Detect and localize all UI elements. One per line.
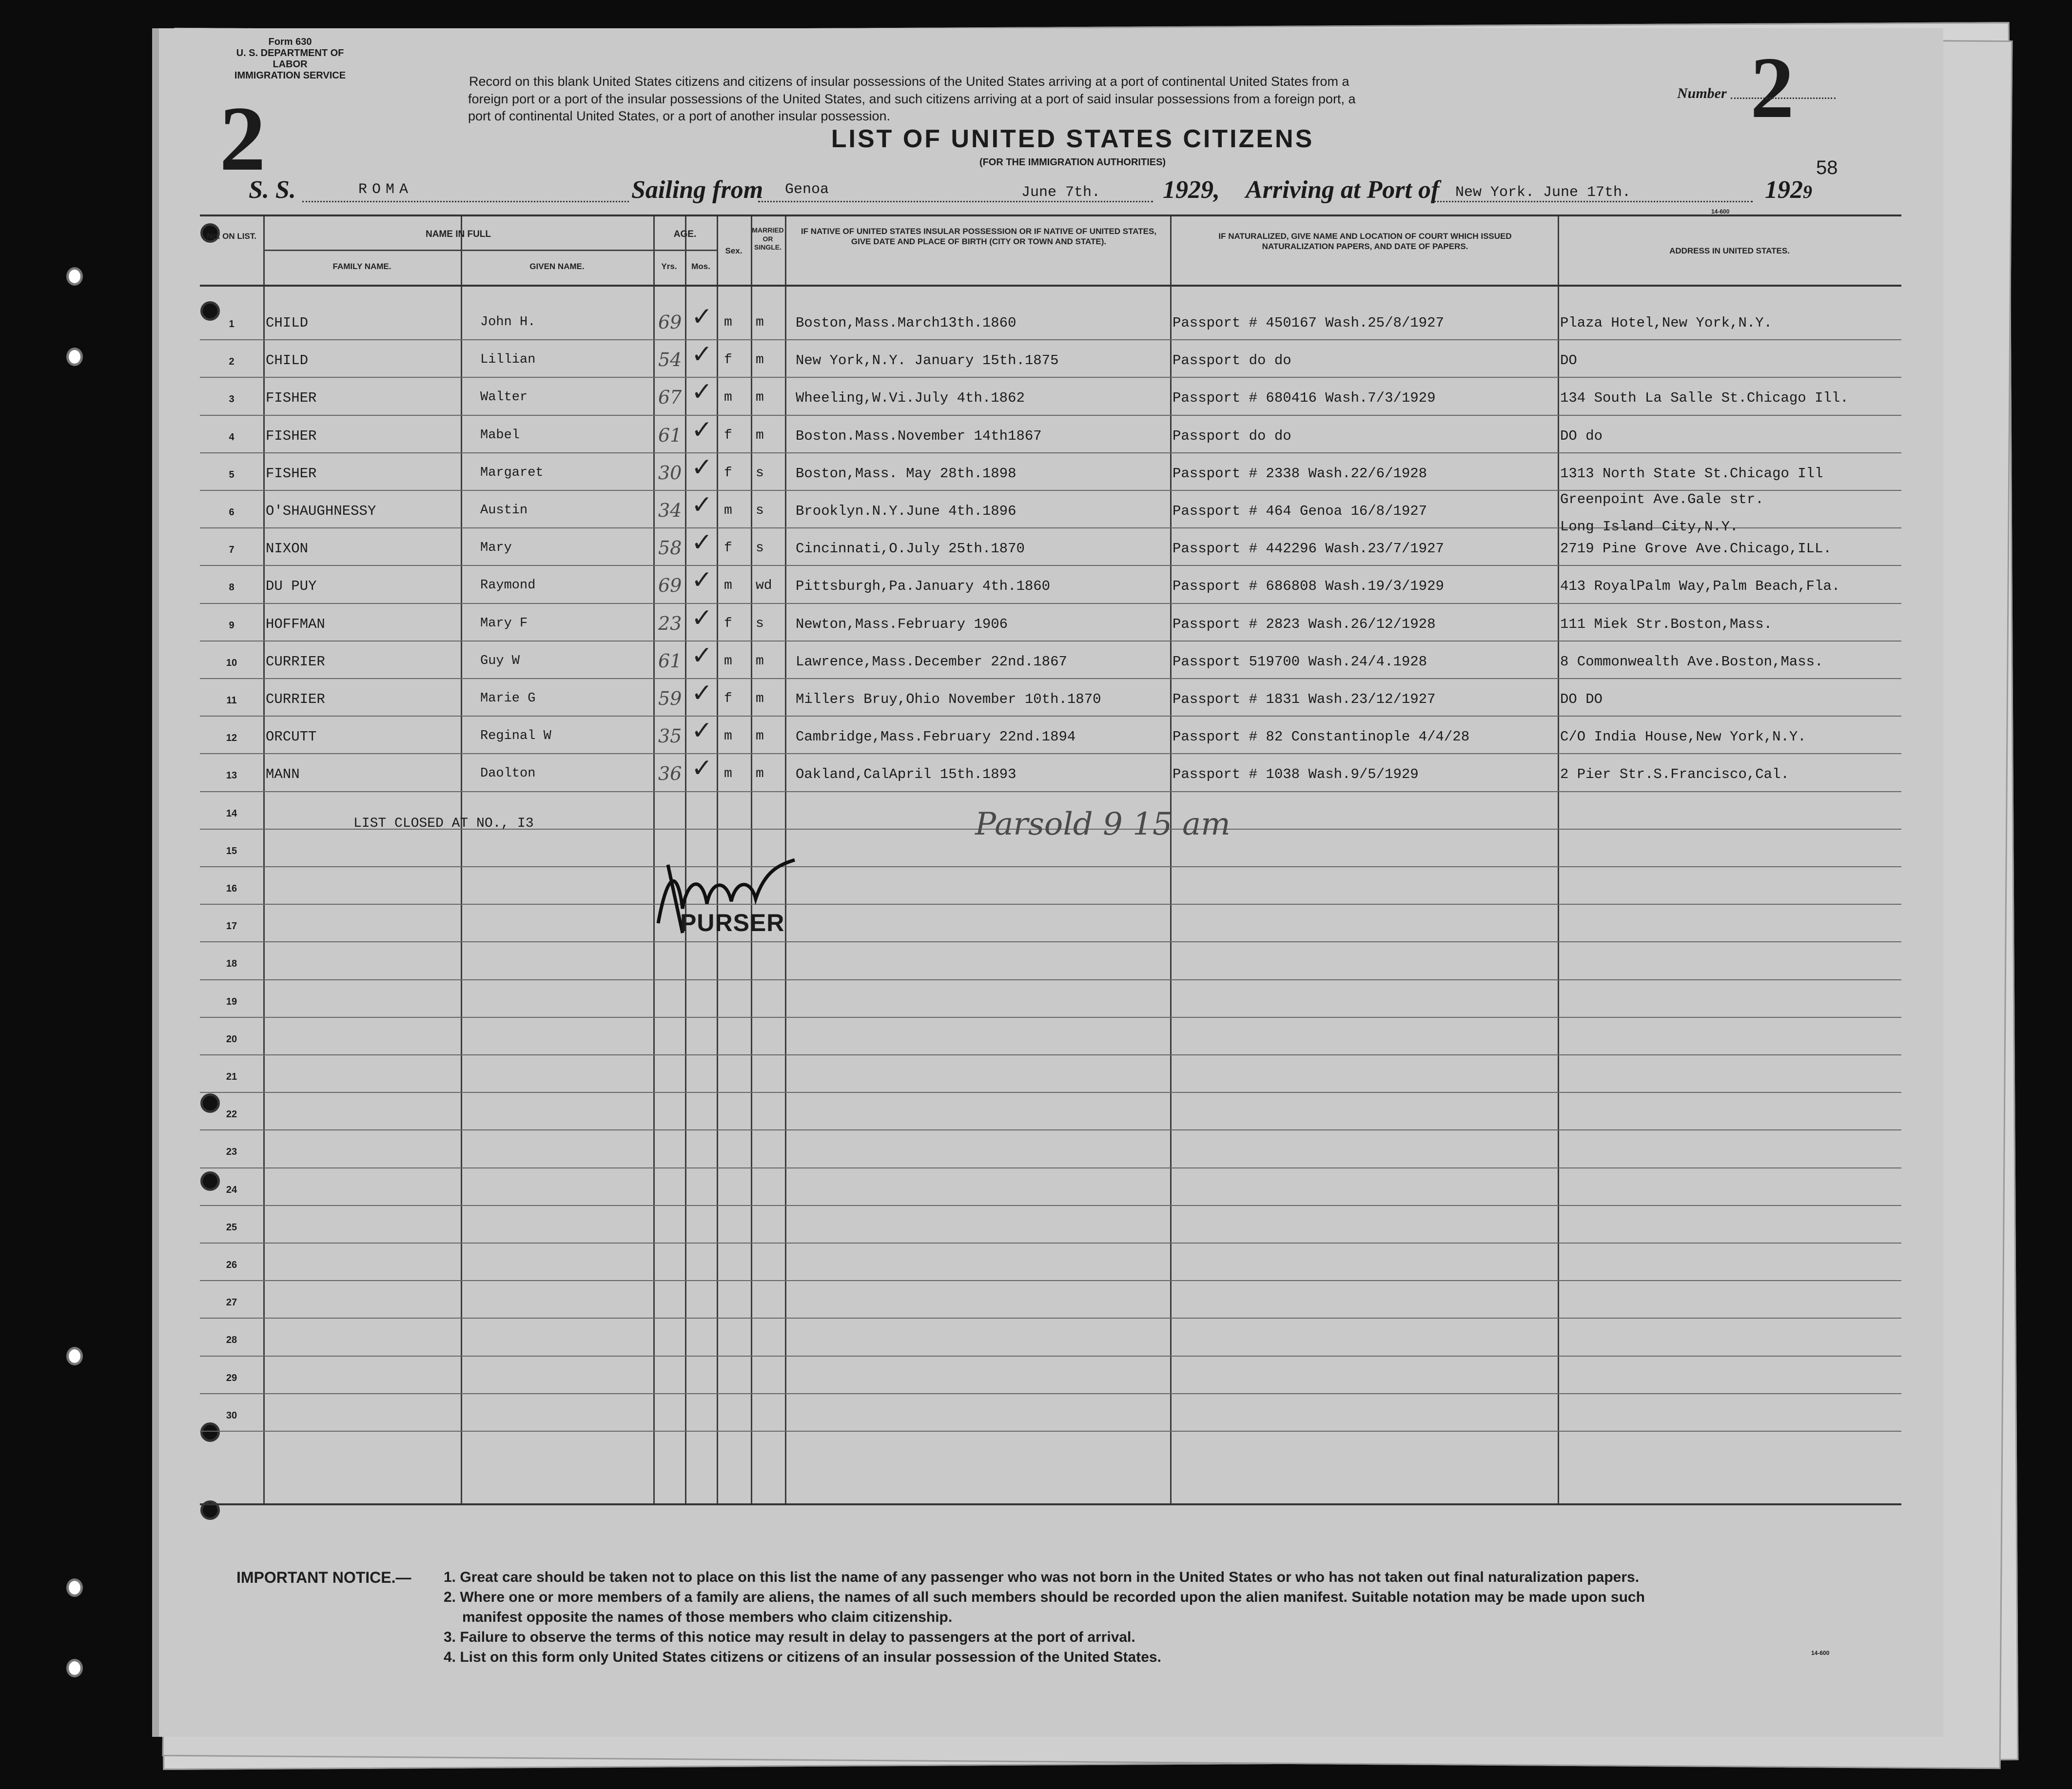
cell-family-name: FISHER [266, 465, 317, 482]
sheet-number: 58 [1816, 157, 1838, 178]
cell-family-name: CHILD [266, 352, 309, 369]
binder-hole [66, 1578, 83, 1597]
cell-age: 61 [658, 424, 682, 446]
ship-underline [302, 201, 629, 202]
record-line: foreign port or a port of the insular possessions of the United States, and such citizens arriving at a port of said insular possessions from a foreign port, a [468, 91, 1356, 106]
page-subtitle: (FOR THE IMMIGRATION AUTHORITIES) [979, 157, 1166, 168]
notice-heading: IMPORTANT NOTICE.— [236, 1569, 411, 1586]
cell-naturalization: Passport # 1038 Wash.9/5/1929 [1173, 766, 1419, 783]
notice-code: 14-600 [1811, 1650, 1830, 1656]
header-family-name: FAMILY NAME. [332, 262, 391, 271]
arrival-year [1765, 175, 1812, 204]
cell-naturalization: Passport # 82 Constantinople 4/4/28 [1173, 729, 1470, 745]
cell-birth: Oakland,CalApril 15th.1893 [796, 766, 1016, 783]
department-name: U. S. DEPARTMENT OF LABOR [236, 48, 344, 70]
cell-sex: m [724, 315, 732, 330]
notice-item: manifest opposite the names of those members who claim citizenship. [462, 1609, 953, 1626]
sailing-port: Genoa [785, 181, 829, 198]
header-married: MARRIED OR SINGLE. [752, 226, 784, 251]
cell-marital-status: s [756, 616, 764, 631]
cell-sex: m [724, 390, 732, 406]
row-number: 16 [226, 883, 237, 894]
cell-age: 54 [658, 349, 682, 371]
cell-naturalization: Passport do do [1173, 428, 1291, 444]
cell-address: 134 South La Salle St.Chicago Ill. [1560, 390, 1849, 407]
record-line: Record on this blank United States citizens and citizens of insular possessions of the United States arriving at a port of continental United States from a [469, 74, 1349, 89]
row-rule [200, 1167, 1901, 1168]
row-number: 12 [226, 733, 237, 744]
check-mark-icon: ✓ [691, 302, 713, 331]
row-number: 4 [229, 431, 235, 443]
row-rule [200, 1431, 1901, 1432]
cell-naturalization: Passport # 686808 Wash.19/3/1929 [1173, 578, 1444, 595]
ship-name: ROMA [358, 181, 413, 198]
list-closed-note: LIST CLOSED AT NO., I3 [353, 816, 534, 831]
row-number: 5 [229, 469, 235, 480]
cell-naturalization: Passport # 680416 Wash.7/3/1929 [1173, 390, 1436, 407]
cell-marital-status: m [756, 390, 764, 406]
notice-item: 2. Where one or more members of a family are aliens, the names of all such members should be recorded upon the alien manifest. Suitable notation may be made upon such [444, 1589, 1645, 1606]
cell-address: Greenpoint Ave.Gale str. [1560, 491, 1764, 507]
row-rule [200, 753, 1901, 754]
row-rule [200, 565, 1901, 566]
header-sex: Sex. [725, 246, 743, 255]
cell-sex: f [724, 352, 732, 368]
cell-family-name: CHILD [266, 315, 309, 331]
cell-marital-status: s [756, 465, 764, 481]
cell-birth: Boston,Mass. May 28th.1898 [796, 465, 1016, 482]
check-mark-icon: ✓ [691, 641, 713, 670]
cell-age: 30 [658, 462, 682, 484]
arriving-label: Arriving at Port of [1246, 176, 1440, 204]
cell-age: 34 [658, 500, 682, 521]
notice-items [444, 1567, 1896, 1667]
cell-address: DO DO [1560, 691, 1603, 707]
cell-age: 61 [658, 650, 682, 672]
cell-family-name: HOFFMAN [266, 616, 325, 632]
notice-item: 1. Great care should be taken not to place on this list the name of any passenger who was not born in the United States or who has not taken out final naturalization papers. [444, 1569, 1640, 1585]
row-number: 9 [229, 620, 235, 631]
purser-stamp: PURSER [680, 909, 785, 936]
cell-sex: f [724, 428, 732, 443]
number-underline [1731, 97, 1836, 99]
header-rule [200, 285, 1901, 287]
header-no [200, 231, 263, 241]
cell-given-name: Mary [480, 541, 512, 556]
cell-birth: Millers Bruy,Ohio November 10th.1870 [796, 691, 1101, 707]
sailing-year-suffix: 9 [1201, 176, 1213, 204]
cell-address: 2719 Pine Grove Ave.Chicago,ILL. [1560, 541, 1832, 557]
row-rule [200, 339, 1901, 340]
cell-sex: m [724, 503, 732, 518]
cell-given-name: Walter [480, 390, 528, 405]
row-rule [200, 1017, 1901, 1018]
cell-naturalization: Passport 519700 Wash.24/4.1928 [1173, 653, 1427, 670]
row-rule [200, 678, 1901, 679]
cell-birth: Newton,Mass.February 1906 [796, 616, 1008, 632]
cell-age: 59 [658, 688, 682, 709]
number-label: Number [1677, 85, 1727, 101]
column-divider [1558, 216, 1559, 1503]
cell-sex: f [724, 541, 732, 556]
row-number: 18 [226, 958, 237, 970]
row-number: 2 [229, 356, 235, 368]
row-number: 3 [229, 394, 235, 405]
cell-sex: f [724, 465, 732, 481]
cell-given-name: Marie G [480, 691, 536, 706]
row-number: 20 [226, 1033, 237, 1045]
row-rule [200, 1318, 1901, 1319]
row-number: 1 [229, 319, 235, 330]
sailing-year-prefix: 192 [1163, 176, 1201, 204]
row-number: 24 [226, 1184, 237, 1195]
check-mark-icon: ✓ [691, 603, 713, 633]
cell-naturalization: Passport # 2823 Wash.26/12/1928 [1173, 616, 1436, 632]
service-name: IMMIGRATION SERVICE [234, 70, 346, 81]
check-mark-icon: ✓ [691, 490, 713, 520]
cell-sex: m [724, 729, 732, 744]
cell-sex: f [724, 616, 732, 631]
cell-family-name: NIXON [266, 541, 309, 557]
arrival-year-prefix: 192 [1765, 176, 1803, 204]
cell-sex: m [724, 653, 732, 669]
cell-naturalization: Passport # 464 Genoa 16/8/1927 [1173, 503, 1427, 519]
cell-marital-status: m [756, 352, 764, 368]
row-number: 8 [229, 582, 235, 593]
header-rule [653, 250, 717, 251]
cell-age: 36 [658, 763, 682, 785]
cell-address: C/O India House,New York,N.Y. [1560, 729, 1806, 745]
check-mark-icon: ✓ [691, 565, 713, 595]
notice-item: 3. Failure to observe the terms of this notice may result in delay to passengers at the port of arrival. [444, 1629, 1135, 1646]
row-rule [200, 452, 1901, 453]
binder-hole [66, 1659, 83, 1677]
arrival-port-date: New York. June 17th. [1455, 184, 1631, 201]
binder-hole [66, 348, 83, 366]
cell-address: DO [1560, 352, 1577, 369]
cell-age: 58 [658, 537, 682, 559]
citizens-table [200, 214, 1901, 1505]
cell-family-name: ORCUTT [266, 729, 317, 745]
row-rule [200, 415, 1901, 416]
form-number: Form 630 [268, 37, 312, 47]
row-rule [200, 1243, 1901, 1244]
cell-given-name: Guy W [480, 653, 520, 668]
header-birth: IF NATIVE OF UNITED STATES INSULAR POSSESSION OR IF NATIVE OF UNITED STATES, GIVE DATE AND PLACE OF BIRTH (CITY OR TOWN AND STATE). [801, 227, 1157, 247]
print-code: 14-600 [1711, 208, 1730, 215]
cell-given-name: Lillian [480, 352, 536, 368]
column-divider [1170, 216, 1172, 1503]
row-rule [200, 490, 1901, 491]
cell-address: 2 Pier Str.S.Francisco,Cal. [1560, 766, 1789, 783]
cell-address: 8 Commonwealth Ave.Boston,Mass. [1560, 653, 1823, 670]
cell-marital-status: m [756, 428, 764, 443]
cell-birth: Boston.Mass.November 14th1867 [796, 428, 1042, 444]
column-divider [461, 216, 462, 1503]
row-number: 10 [226, 657, 237, 668]
cell-naturalization: Passport do do [1173, 352, 1291, 369]
cell-family-name: O'SHAUGHNESSY [266, 503, 376, 519]
number-value: 2 [1750, 39, 1794, 136]
row-rule [200, 1129, 1901, 1130]
cell-address: 413 RoyalPalm Way,Palm Beach,Fla. [1560, 578, 1840, 595]
cell-sex: f [724, 691, 732, 706]
check-mark-icon: ✓ [691, 754, 713, 783]
cell-given-name: Margaret [480, 465, 544, 480]
header-no-label: No. ON LIST. [207, 232, 256, 241]
binder-hole [66, 1347, 83, 1365]
ss-label: S. S. [249, 176, 296, 204]
cell-address: DO do [1560, 428, 1603, 444]
row-rule [200, 866, 1901, 867]
cell-age: 35 [658, 725, 682, 747]
cell-given-name: Austin [480, 503, 528, 518]
form-info [229, 37, 351, 81]
cell-birth: Wheeling,W.Vi.July 4th.1862 [796, 390, 1025, 407]
header-rule [263, 250, 653, 251]
cell-marital-status: m [756, 729, 764, 744]
check-mark-icon: ✓ [691, 679, 713, 708]
row-rule [200, 979, 1901, 980]
cell-naturalization: Passport # 442296 Wash.23/7/1927 [1173, 541, 1444, 557]
cell-given-name: John H. [480, 315, 536, 330]
cell-given-name: Mabel [480, 428, 520, 443]
page-big-number: 2 [219, 88, 266, 190]
sailing-label: Sailing from [631, 176, 763, 204]
header-name-in-full: NAME IN FULL [425, 229, 491, 239]
record-line: port of continental United States, or a port of another insular possession. [468, 109, 891, 124]
cell-age: 67 [658, 387, 682, 408]
cell-marital-status: m [756, 766, 764, 782]
header-mos: Mos. [691, 262, 710, 271]
cell-birth: Brooklyn.N.Y.June 4th.1896 [796, 503, 1016, 519]
check-mark-icon: ✓ [691, 415, 713, 445]
cell-naturalization: Passport # 450167 Wash.25/8/1927 [1173, 315, 1444, 331]
cell-birth: Lawrence,Mass.December 22nd.1867 [796, 653, 1067, 670]
header-given-name: GIVEN NAME. [529, 262, 585, 271]
sailing-underline [758, 201, 1153, 202]
check-mark-icon: ✓ [691, 377, 713, 407]
binder-hole [66, 267, 83, 286]
row-number: 22 [226, 1109, 237, 1120]
cell-marital-status: m [756, 315, 764, 330]
row-rule [200, 377, 1901, 378]
row-rule [200, 791, 1901, 792]
row-number: 19 [226, 996, 237, 1007]
cell-birth: Boston,Mass.March13th.1860 [796, 315, 1016, 331]
row-number: 29 [226, 1372, 237, 1383]
cell-sex: m [724, 766, 732, 782]
cell-naturalization: Passport # 2338 Wash.22/6/1928 [1173, 465, 1427, 482]
cell-marital-status: s [756, 541, 764, 556]
row-number: 15 [226, 845, 237, 856]
cell-naturalization: Passport # 1831 Wash.23/12/1927 [1173, 691, 1436, 707]
check-mark-icon: ✓ [691, 452, 713, 482]
row-number: 17 [226, 921, 237, 932]
row-rule [200, 1280, 1901, 1281]
arrival-year-suffix: 9 [1803, 182, 1812, 202]
row-rule [200, 941, 1901, 942]
cell-given-name: Reginal W [480, 729, 551, 744]
cell-marital-status: wd [756, 578, 772, 594]
row-rule [200, 1054, 1901, 1055]
record-instructions [468, 73, 1604, 125]
cell-birth: Pittsburgh,Pa.January 4th.1860 [796, 578, 1051, 595]
cell-birth: New York,N.Y. January 15th.1875 [796, 352, 1059, 369]
cell-sex: m [724, 578, 732, 594]
header-age: AGE. [673, 229, 697, 239]
row-rule [200, 1356, 1901, 1357]
cell-given-name: Raymond [480, 578, 536, 593]
row-rule [200, 904, 1901, 905]
arrival-underline [1431, 201, 1753, 202]
page-title: LIST OF UNITED STATES CITIZENS [831, 125, 1314, 153]
header-address: ADDRESS IN UNITED STATES. [1669, 246, 1790, 255]
row-rule [200, 1393, 1901, 1394]
cell-address: 111 Miek Str.Boston,Mass. [1560, 616, 1773, 632]
cell-marital-status: s [756, 503, 764, 518]
row-rule [200, 1092, 1901, 1093]
cell-address: 1313 North State St.Chicago Ill [1560, 465, 1823, 482]
row-number: 14 [226, 808, 237, 819]
cell-age: 69 [658, 311, 682, 333]
row-rule [200, 1205, 1901, 1206]
check-mark-icon: ✓ [691, 528, 713, 558]
header-yrs: Yrs. [661, 262, 677, 271]
row-rule [200, 641, 1901, 642]
row-number: 26 [226, 1260, 237, 1270]
cell-age: 69 [658, 575, 682, 597]
row-number: 13 [226, 770, 237, 781]
sailing-year: 1929, [1163, 176, 1220, 204]
handwritten-note: Parsold 9 15 am [975, 806, 1231, 842]
row-number: 21 [226, 1071, 237, 1082]
cell-birth: Cambridge,Mass.February 22nd.1894 [796, 729, 1076, 745]
cell-family-name: FISHER [266, 390, 317, 407]
row-number: 30 [226, 1410, 237, 1421]
cell-marital-status: m [756, 653, 764, 669]
cell-marital-status: m [756, 691, 764, 706]
notice-item: 4. List on this form only United States citizens or citizens of an insular possession of the United States. [444, 1649, 1161, 1666]
row-number: 27 [226, 1297, 237, 1308]
row-number: 23 [226, 1147, 237, 1158]
column-divider [263, 216, 265, 1503]
sailing-date: June 7th. [1021, 184, 1101, 201]
check-mark-icon: ✓ [691, 716, 713, 746]
cell-family-name: MANN [266, 766, 300, 783]
cell-family-name: FISHER [266, 428, 317, 444]
cell-family-name: CURRIER [266, 691, 325, 707]
row-number: 11 [226, 695, 237, 706]
cell-age: 23 [658, 612, 682, 634]
cell-given-name: Mary F [480, 616, 528, 631]
row-number: 25 [226, 1222, 237, 1233]
row-rule [200, 716, 1901, 717]
cell-address-line2: Long Island City,N.Y. [1560, 519, 1739, 535]
check-mark-icon: ✓ [691, 340, 713, 369]
header-naturalized: IF NATURALIZED, GIVE NAME AND LOCATION OF COURT WHICH ISSUED NATURALIZATION PAPERS, AND DATE OF PAPERS. [1218, 232, 1512, 252]
cell-birth: Cincinnati,O.July 25th.1870 [796, 541, 1025, 557]
cell-family-name: DU PUY [266, 578, 317, 595]
row-number: 6 [229, 507, 235, 518]
cell-address: Plaza Hotel,New York,N.Y. [1560, 315, 1773, 331]
row-rule [200, 603, 1901, 604]
row-number: 28 [226, 1335, 237, 1346]
cell-family-name: CURRIER [266, 653, 325, 670]
row-number: 7 [229, 544, 235, 556]
cell-given-name: Daolton [480, 766, 536, 781]
